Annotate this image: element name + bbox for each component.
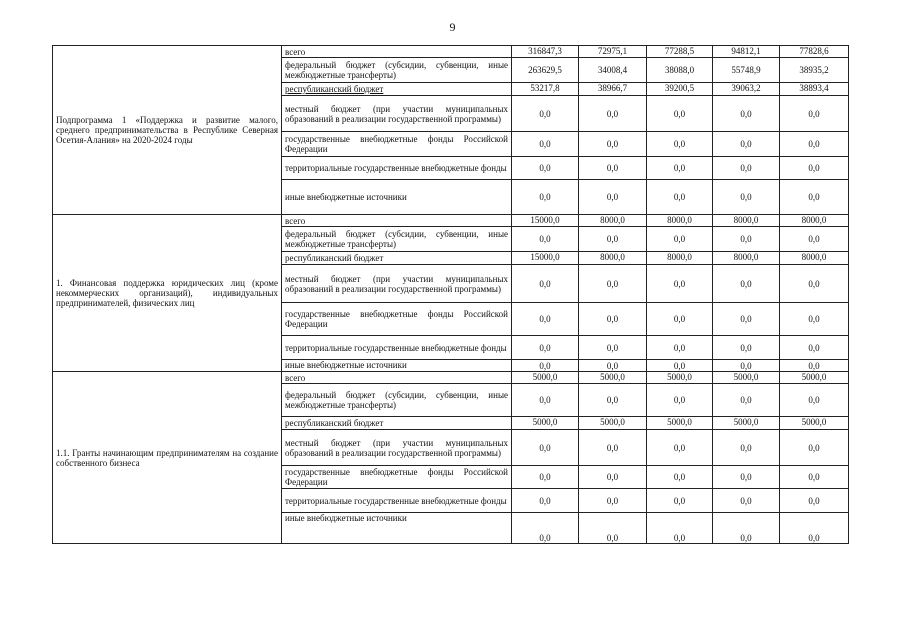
amount-cell: 0,0 xyxy=(713,466,780,489)
funding-source: всего xyxy=(282,372,512,384)
amount-cell: 0,0 xyxy=(713,384,780,417)
amount-cell: 0,0 xyxy=(713,360,780,372)
amount-cell: 38893,4 xyxy=(780,83,849,96)
funding-source: федеральный бюджет (субсидии, субвенции, иные межбюджетные трансферты) xyxy=(282,384,512,417)
amount-cell: 39063,2 xyxy=(713,83,780,96)
amount-cell: 0,0 xyxy=(512,513,579,544)
funding-source: территориальные государственные внебюджетные фонды xyxy=(282,489,512,513)
page-number: 9 xyxy=(449,20,456,34)
amount-cell: 0,0 xyxy=(780,489,849,513)
amount-cell: 8000,0 xyxy=(579,215,647,227)
amount-cell: 0,0 xyxy=(713,96,780,132)
funding-source: федеральный бюджет (субсидии, субвенции, иные межбюджетные трансферты) xyxy=(282,58,512,83)
amount-cell: 5000,0 xyxy=(713,372,780,384)
amount-cell: 77288,5 xyxy=(647,46,713,58)
amount-cell: 0,0 xyxy=(579,466,647,489)
amount-cell: 0,0 xyxy=(512,384,579,417)
amount-cell: 0,0 xyxy=(579,384,647,417)
amount-cell: 5000,0 xyxy=(647,417,713,430)
amount-cell: 316847,3 xyxy=(512,46,579,58)
funding-source: иные внебюджетные источники xyxy=(282,513,512,544)
program-title: Подпрограмма 1 «Поддержка и развитие малого, среднего предпринимательства в Республике Северная Осетия-Алания» на 2020-2024 годы xyxy=(53,46,282,215)
amount-cell: 0,0 xyxy=(780,360,849,372)
amount-cell: 0,0 xyxy=(512,336,579,360)
funding-source: государственные внебюджетные фонды Российской Федерации xyxy=(282,132,512,157)
table-row xyxy=(53,215,849,227)
funding-source: республиканский бюджет xyxy=(282,417,512,430)
amount-cell: 8000,0 xyxy=(780,252,849,265)
amount-cell: 0,0 xyxy=(647,513,713,544)
amount-cell: 0,0 xyxy=(780,180,849,215)
table-row xyxy=(53,46,849,58)
amount-cell: 0,0 xyxy=(647,96,713,132)
funding-source: территориальные государственные внебюджетные фонды xyxy=(282,157,512,180)
program-title: 1.1. Гранты начинающим предпринимателям на создание собственного бизнеса xyxy=(53,372,282,544)
amount-cell: 5000,0 xyxy=(713,417,780,430)
amount-cell: 0,0 xyxy=(512,430,579,466)
funding-source: всего xyxy=(282,215,512,227)
amount-cell: 8000,0 xyxy=(647,215,713,227)
amount-cell: 8000,0 xyxy=(647,252,713,265)
amount-cell: 0,0 xyxy=(512,180,579,215)
amount-cell: 0,0 xyxy=(512,360,579,372)
amount-cell: 0,0 xyxy=(647,180,713,215)
amount-cell: 5000,0 xyxy=(647,372,713,384)
amount-cell: 0,0 xyxy=(579,132,647,157)
amount-cell: 94812,1 xyxy=(713,46,780,58)
amount-cell: 0,0 xyxy=(647,157,713,180)
program-title: 1. Финансовая поддержка юридических лиц (кроме некоммерческих организаций), индивидуальных предпринимателей, физических лиц xyxy=(53,215,282,372)
amount-cell: 0,0 xyxy=(780,303,849,336)
funding-source: местный бюджет (при участии муниципальных образований в реализации государственной программы) xyxy=(282,265,512,303)
funding-source: иные внебюджетные источники xyxy=(282,180,512,215)
amount-cell: 0,0 xyxy=(713,513,780,544)
amount-cell: 0,0 xyxy=(579,513,647,544)
amount-cell: 5000,0 xyxy=(579,372,647,384)
amount-cell: 8000,0 xyxy=(579,252,647,265)
amount-cell: 0,0 xyxy=(647,132,713,157)
amount-cell: 0,0 xyxy=(512,157,579,180)
amount-cell: 0,0 xyxy=(512,132,579,157)
amount-cell: 0,0 xyxy=(780,132,849,157)
amount-cell: 55748,9 xyxy=(713,58,780,83)
amount-cell: 0,0 xyxy=(780,384,849,417)
amount-cell: 77828,6 xyxy=(780,46,849,58)
amount-cell: 0,0 xyxy=(579,430,647,466)
amount-cell: 0,0 xyxy=(713,180,780,215)
funding-source: государственные внебюджетные фонды Российской Федерации xyxy=(282,466,512,489)
amount-cell: 0,0 xyxy=(647,489,713,513)
amount-cell: 5000,0 xyxy=(512,372,579,384)
amount-cell: 72975,1 xyxy=(579,46,647,58)
amount-cell: 0,0 xyxy=(512,303,579,336)
amount-cell: 0,0 xyxy=(579,157,647,180)
amount-cell: 0,0 xyxy=(713,489,780,513)
amount-cell: 0,0 xyxy=(579,360,647,372)
amount-cell: 0,0 xyxy=(713,227,780,252)
amount-cell: 0,0 xyxy=(647,384,713,417)
amount-cell: 0,0 xyxy=(713,336,780,360)
amount-cell: 8000,0 xyxy=(713,215,780,227)
amount-cell: 0,0 xyxy=(647,265,713,303)
budget-table xyxy=(52,45,849,544)
amount-cell: 53217,8 xyxy=(512,83,579,96)
amount-cell: 0,0 xyxy=(780,466,849,489)
amount-cell: 0,0 xyxy=(713,132,780,157)
amount-cell: 0,0 xyxy=(780,513,849,544)
amount-cell: 0,0 xyxy=(579,489,647,513)
amount-cell: 0,0 xyxy=(512,227,579,252)
amount-cell: 39200,5 xyxy=(647,83,713,96)
funding-source: государственные внебюджетные фонды Российской Федерации xyxy=(282,303,512,336)
amount-cell: 5000,0 xyxy=(780,417,849,430)
amount-cell: 0,0 xyxy=(579,96,647,132)
amount-cell: 0,0 xyxy=(579,336,647,360)
funding-source: всего xyxy=(282,46,512,58)
amount-cell: 0,0 xyxy=(647,336,713,360)
amount-cell: 0,0 xyxy=(512,265,579,303)
amount-cell: 0,0 xyxy=(512,489,579,513)
funding-source: республиканский бюджет xyxy=(282,252,512,265)
amount-cell: 263629,5 xyxy=(512,58,579,83)
amount-cell: 0,0 xyxy=(512,466,579,489)
funding-source: иные внебюджетные источники xyxy=(282,360,512,372)
amount-cell: 0,0 xyxy=(780,96,849,132)
table-row xyxy=(53,372,849,384)
amount-cell: 0,0 xyxy=(579,303,647,336)
amount-cell: 0,0 xyxy=(647,303,713,336)
amount-cell: 38935,2 xyxy=(780,58,849,83)
amount-cell: 0,0 xyxy=(713,157,780,180)
amount-cell: 38088,0 xyxy=(647,58,713,83)
amount-cell: 0,0 xyxy=(647,466,713,489)
amount-cell: 0,0 xyxy=(713,430,780,466)
amount-cell: 5000,0 xyxy=(512,417,579,430)
amount-cell: 0,0 xyxy=(780,336,849,360)
funding-source: местный бюджет (при участии муниципальных образований в реализации государственной программы) xyxy=(282,96,512,132)
amount-cell: 8000,0 xyxy=(713,252,780,265)
amount-cell: 0,0 xyxy=(713,303,780,336)
amount-cell: 8000,0 xyxy=(780,215,849,227)
amount-cell: 0,0 xyxy=(713,265,780,303)
amount-cell: 34008,4 xyxy=(579,58,647,83)
amount-cell: 0,0 xyxy=(579,180,647,215)
amount-cell: 0,0 xyxy=(512,96,579,132)
amount-cell: 15000,0 xyxy=(512,252,579,265)
amount-cell: 0,0 xyxy=(579,227,647,252)
amount-cell: 0,0 xyxy=(780,430,849,466)
funding-source: территориальные государственные внебюджетные фонды xyxy=(282,336,512,360)
funding-source: федеральный бюджет (субсидии, субвенции, иные межбюджетные трансферты) xyxy=(282,227,512,252)
amount-cell: 5000,0 xyxy=(579,417,647,430)
amount-cell: 0,0 xyxy=(647,360,713,372)
amount-cell: 0,0 xyxy=(579,265,647,303)
amount-cell: 15000,0 xyxy=(512,215,579,227)
amount-cell: 0,0 xyxy=(647,227,713,252)
amount-cell: 5000,0 xyxy=(780,372,849,384)
amount-cell: 0,0 xyxy=(780,157,849,180)
funding-source: местный бюджет (при участии муниципальных образований в реализации государственной программы) xyxy=(282,430,512,466)
amount-cell: 0,0 xyxy=(780,265,849,303)
funding-source: республиканский бюджет xyxy=(282,83,512,96)
amount-cell: 38966,7 xyxy=(579,83,647,96)
amount-cell: 0,0 xyxy=(780,227,849,252)
amount-cell: 0,0 xyxy=(647,430,713,466)
